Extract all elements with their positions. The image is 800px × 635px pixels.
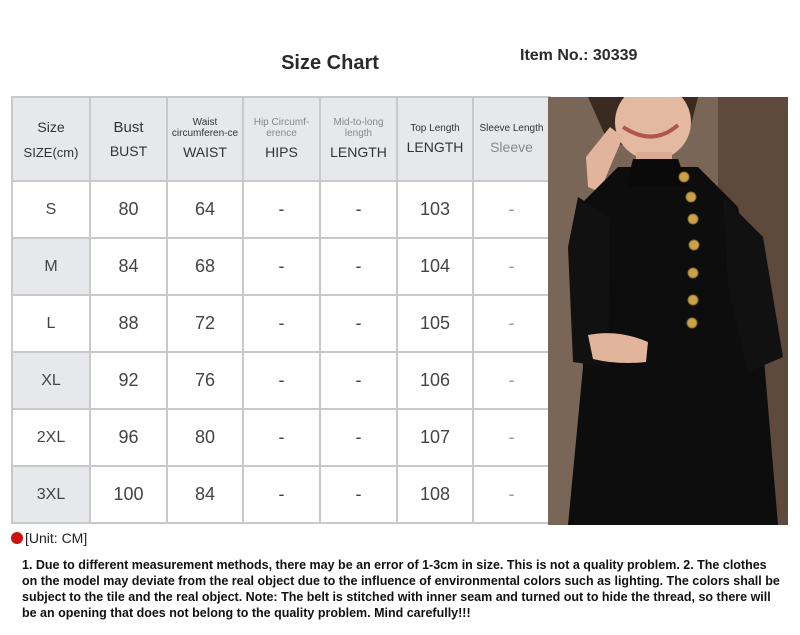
hips-cell: -	[243, 238, 320, 295]
sleeve-cell: -	[473, 181, 550, 238]
model-photo	[548, 97, 788, 525]
header-top-length-bottom: LENGTH	[406, 138, 464, 155]
waist-cell: 76	[167, 352, 243, 409]
header-mid-length-bottom: LENGTH	[330, 144, 387, 160]
header-sleeve-bottom: Sleeve	[490, 138, 533, 155]
sleeve-cell: -	[473, 295, 550, 352]
sleeve-cell: -	[473, 466, 550, 523]
red-dot-icon	[11, 532, 23, 544]
bust-cell: 96	[90, 409, 167, 466]
top-length-cell: 106	[397, 352, 473, 409]
waist-cell: 84	[167, 466, 243, 523]
table-row	[12, 181, 550, 238]
size-cell: 2XL	[12, 409, 90, 466]
header-waist-bottom: WAIST	[183, 144, 227, 160]
hips-cell: -	[243, 352, 320, 409]
hips-cell: -	[243, 295, 320, 352]
hips-cell: -	[243, 409, 320, 466]
header-bust	[90, 97, 167, 181]
header-sleeve	[473, 97, 550, 181]
waist-cell: 68	[167, 238, 243, 295]
size-cell: XL	[12, 352, 90, 409]
mid-length-cell: -	[320, 352, 397, 409]
table-header-row	[12, 97, 550, 181]
bust-cell: 92	[90, 352, 167, 409]
sleeve-cell: -	[473, 238, 550, 295]
top-length-cell: 104	[397, 238, 473, 295]
size-cell: 3XL	[12, 466, 90, 523]
mid-length-cell: -	[320, 295, 397, 352]
top-length-cell: 103	[397, 181, 473, 238]
header-top-length-top: Top Length	[410, 122, 460, 134]
header-top-length	[397, 97, 473, 181]
hips-cell: -	[243, 466, 320, 523]
header-bust-top: Bust	[113, 118, 144, 136]
item-number: Item No.: 30339	[520, 47, 638, 64]
waist-cell: 80	[167, 409, 243, 466]
top-length-cell: 105	[397, 295, 473, 352]
table-row	[12, 409, 550, 466]
table-row	[12, 295, 550, 352]
header-size	[12, 97, 90, 181]
size-cell: L	[12, 295, 90, 352]
header-hips-bottom: HIPS	[265, 144, 298, 160]
table-row	[12, 466, 550, 523]
bust-cell: 84	[90, 238, 167, 295]
sleeve-cell: -	[473, 409, 550, 466]
size-cell: M	[12, 238, 90, 295]
sleeve-cell: -	[473, 352, 550, 409]
table-row	[12, 352, 550, 409]
header-waist-top: Waist circumferen-ce	[171, 117, 239, 139]
table-row	[12, 238, 550, 295]
bust-cell: 80	[90, 181, 167, 238]
header-mid-length	[320, 97, 397, 181]
unit-text: [Unit: CM]	[25, 530, 88, 546]
waist-cell: 72	[167, 295, 243, 352]
top-length-cell: 107	[397, 409, 473, 466]
unit-label	[11, 530, 87, 546]
header-hips-top: Hip Circumf-erence	[253, 117, 310, 139]
header-hips	[243, 97, 320, 181]
header-sleeve-top: Sleeve Length	[479, 122, 544, 134]
size-cell: S	[12, 181, 90, 238]
size-notes: 1. Due to different measurement methods, there may be an error of 1-3cm in size. This is not a quality problem. 2. The clothes on the model may deviate from the real object due to the influence of environmental colors such as lighting. The colors shall be subject to the tile and the real object. Note: The belt is stitched with inner seam and turned out to hide the thread, so there will be an opening that does not belong to the quality problem. Mind carefully!!!	[22, 558, 780, 620]
header-size-bottom: SIZE(cm)	[23, 144, 79, 160]
mid-length-cell: -	[320, 238, 397, 295]
model-illustration	[548, 97, 788, 525]
header-bust-bottom: BUST	[109, 142, 148, 159]
size-table	[11, 96, 551, 524]
mid-length-cell: -	[320, 409, 397, 466]
bust-cell: 100	[90, 466, 167, 523]
mid-length-cell: -	[320, 181, 397, 238]
waist-cell: 64	[167, 181, 243, 238]
header-size-top: Size	[37, 118, 65, 135]
mid-length-cell: -	[320, 466, 397, 523]
header-waist	[167, 97, 243, 181]
bust-cell: 88	[90, 295, 167, 352]
header-mid-length-top: Mid-to-long length	[333, 117, 384, 139]
hips-cell: -	[243, 181, 320, 238]
page-title: Size Chart	[281, 52, 379, 74]
top-length-cell: 108	[397, 466, 473, 523]
